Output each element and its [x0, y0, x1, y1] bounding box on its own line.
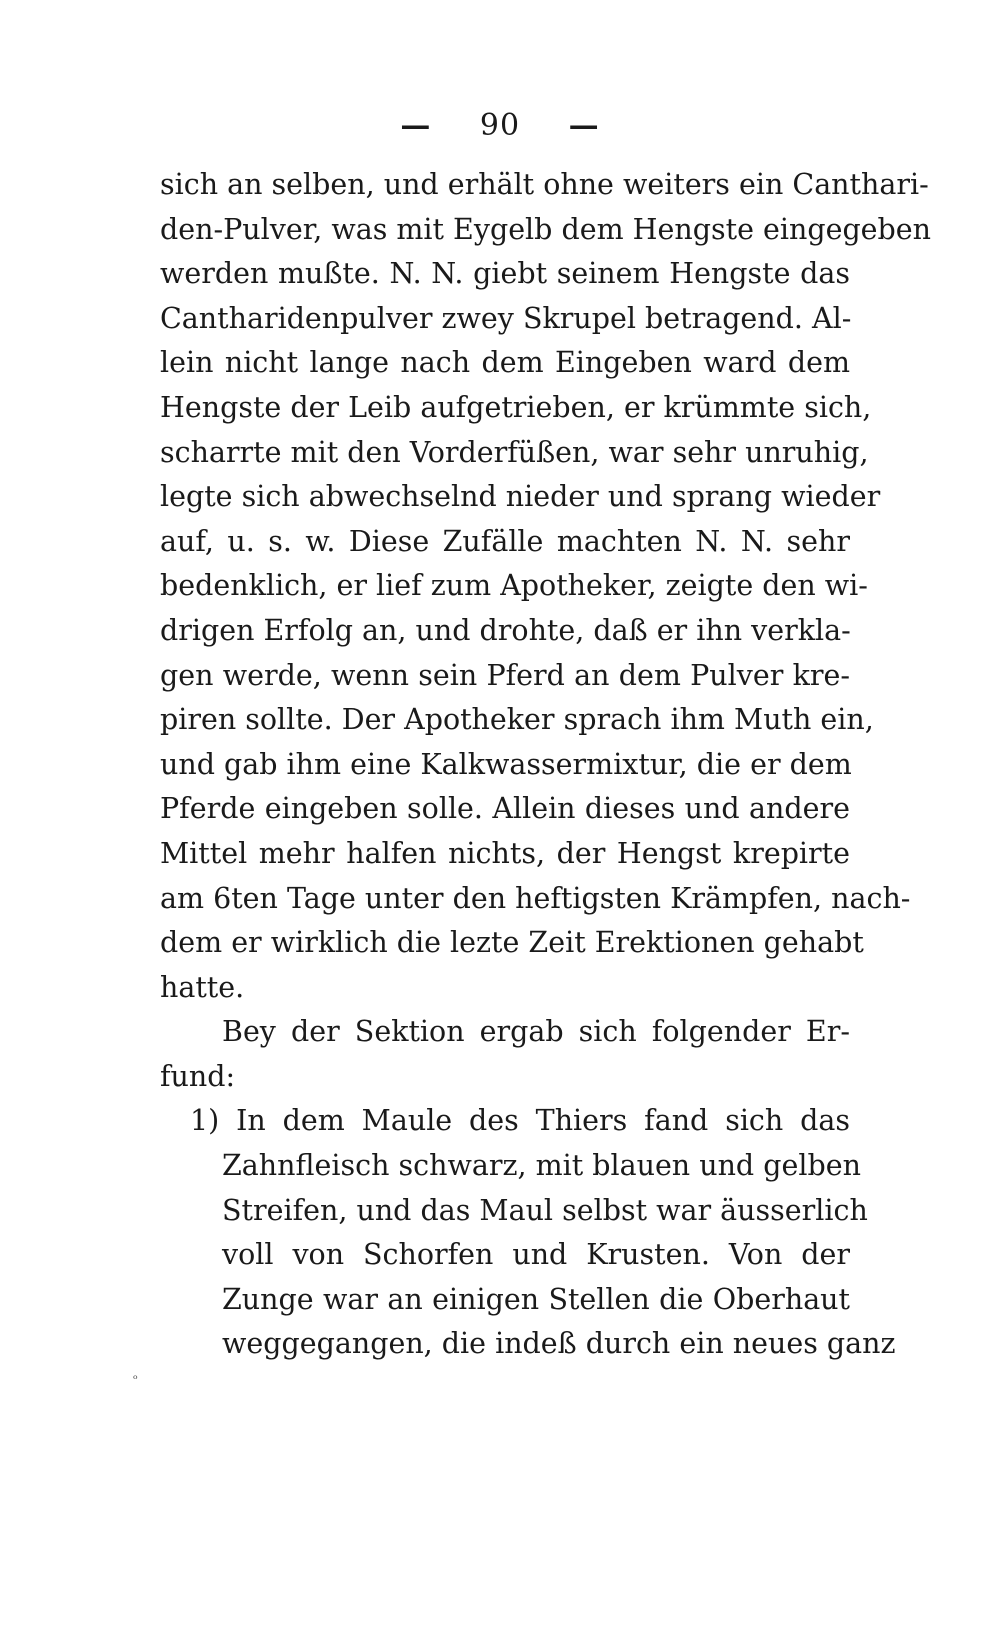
header-dash-right: — — [568, 108, 600, 143]
item-line: voll von Schorfen und Krusten. Von der — [222, 1238, 850, 1272]
text-line: Pferde eingeben solle. Allein dieses und andere — [160, 792, 850, 826]
text-line: Bey der Sektion ergab sich folgender Er- — [222, 1015, 850, 1049]
item-line: Zunge war an einigen Stellen die Oberhaut — [222, 1282, 850, 1316]
item-line: Streifen, und das Maul selbst war äusserlich — [222, 1193, 868, 1227]
text-line: scharrte mit den Vorderfüßen, war sehr unruhig, — [160, 435, 869, 469]
paragraph-2 — [160, 1010, 850, 1099]
text-line: auf, u. s. w. Diese Zufälle machten N. N. sehr — [160, 524, 850, 558]
text-line: und gab ihm eine Kalkwassermixtur, die er dem — [160, 747, 852, 781]
text-line: den-Pulver, was mit Eygelb dem Hengste eingegeben — [160, 212, 932, 246]
text-line: Hengste der Leib aufgetrieben, er krümmte sich, — [160, 390, 872, 424]
text-line: gen werde, wenn sein Pferd an dem Pulver kre- — [160, 658, 850, 692]
item-line: Zahnfleisch schwarz, mit blauen und gelben — [222, 1149, 861, 1183]
text-line: fund: — [160, 1059, 236, 1093]
text-line: sich an selben, und erhält ohne weiters ein Canthari- — [160, 168, 929, 201]
text-line: legte sich abwechselnd nieder und sprang wieder — [160, 480, 881, 514]
text-line: bedenklich, er lief zum Apotheker, zeigte den wi- — [160, 569, 868, 603]
item-line: 1) In dem Maule des Thiers fand sich das — [190, 1104, 850, 1138]
text-line: Cantharidenpulver zwey Skrupel betragend. Al- — [160, 301, 852, 335]
body-text — [160, 163, 932, 1367]
text-line: piren sollte. Der Apotheker sprach ihm Muth ein, — [160, 703, 874, 737]
page-number: 90 — [479, 108, 521, 143]
text-line: drigen Erfolg an, und drohte, daß er ihn verkla- — [160, 613, 851, 647]
text-line: dem er wirklich die lezte Zeit Erektionen gehabt — [160, 926, 864, 960]
text-line: hatte. — [160, 970, 245, 1004]
stray-ink-mark: ₒ — [133, 1368, 138, 1382]
paragraph-1 — [160, 163, 932, 1010]
text-line: werden mußte. N. N. giebt seinem Hengste das — [160, 257, 850, 291]
item-line: weggegangen, die indeß durch ein neues ganz — [222, 1327, 896, 1361]
header-dash-left: — — [400, 108, 432, 143]
text-line: Mittel mehr halfen nichts, der Hengst krepirte — [160, 836, 850, 870]
numbered-item-1 — [160, 1099, 896, 1367]
page-header — [0, 108, 1000, 143]
text-line: lein nicht lange nach dem Eingeben ward dem — [160, 346, 850, 380]
text-line: am 6ten Tage unter den heftigsten Krämpfen, nach- — [160, 881, 911, 915]
